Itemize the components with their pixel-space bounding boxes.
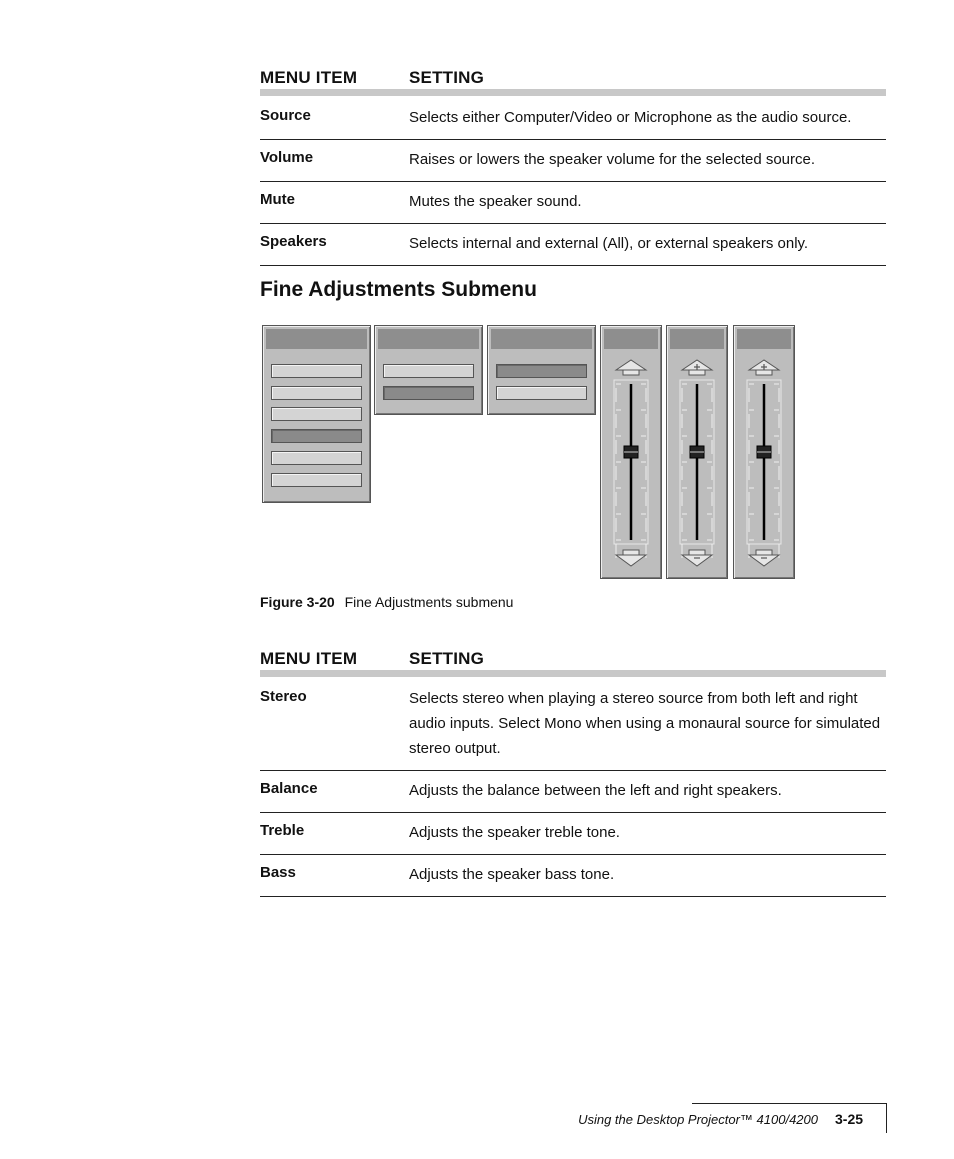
figure-caption: [260, 594, 513, 610]
menu-option-c[interactable]: [496, 364, 587, 378]
table-row: [260, 224, 886, 266]
increase-arrow-icon[interactable]: [682, 360, 712, 375]
submenu-panel-three: [487, 325, 596, 415]
row-desc: Selects internal and external (All), or external speakers only.: [409, 235, 809, 252]
row-desc: Selects either Computer/Video or Microphone as the audio source.: [409, 109, 852, 126]
section-title: Fine Adjustments Submenu: [260, 278, 537, 301]
menu-option-d[interactable]: [496, 386, 587, 400]
table-row: [260, 855, 886, 897]
decrease-arrow-icon[interactable]: [682, 550, 712, 566]
row-item: Speakers: [260, 233, 327, 250]
row-desc: Mutes the speaker sound.: [409, 193, 582, 210]
table-header: [260, 649, 886, 679]
header-setting: SETTING: [409, 649, 485, 668]
slider-thumb[interactable]: [690, 446, 704, 458]
table-row: [260, 140, 886, 182]
panel-title-bar: [378, 329, 479, 349]
footer-rule: [692, 1103, 887, 1104]
figure-caption-text: Fine Adjustments submenu: [344, 594, 514, 610]
row-desc: Adjusts the speaker treble tone.: [409, 824, 620, 841]
menu-option-six[interactable]: [271, 473, 362, 487]
increase-arrow-icon[interactable]: [749, 360, 779, 375]
table-audio-menu: [260, 68, 886, 266]
slider-panel-treble: [666, 325, 728, 579]
decrease-arrow-icon[interactable]: [749, 550, 779, 566]
table-row: [260, 182, 886, 224]
page-number: 3-25: [835, 1111, 864, 1127]
slider-thumb[interactable]: [757, 446, 771, 458]
slider-graphic: [667, 326, 727, 578]
menu-option-stereo[interactable]: [271, 364, 362, 378]
submenu-panel-two: [374, 325, 483, 415]
menu-option-a[interactable]: [383, 364, 474, 378]
down-arrow-icon[interactable]: [616, 550, 646, 566]
submenu-panel-main: [262, 325, 371, 503]
slider-graphic: [601, 326, 661, 578]
fine-adjustments-figure: [262, 325, 802, 585]
row-desc: Adjusts the speaker bass tone.: [409, 866, 615, 883]
slider-panel-bass: [733, 325, 795, 579]
panel-title-bar: [491, 329, 592, 349]
row-desc: Raises or lowers the speaker volume for the selected source.: [409, 151, 816, 168]
footer-title: Using the Desktop Projector™ 4100/4200: [578, 1112, 818, 1127]
row-desc: Adjusts the balance between the left and right speakers.: [409, 782, 782, 799]
row-item: Stereo: [260, 688, 307, 705]
menu-option-balance[interactable]: [271, 386, 362, 400]
table-fine-adjustments: [260, 649, 886, 897]
panel-title-bar: [266, 329, 367, 349]
table-row: [260, 813, 886, 855]
menu-option-bass[interactable]: [271, 429, 362, 443]
header-menu-item: MENU ITEM: [260, 649, 358, 668]
row-item: Balance: [260, 780, 318, 797]
row-desc: Selects stereo when playing a stereo source from both left and right audio inputs. Select Mono when using a monaural source for simulated stereo output.: [409, 690, 881, 757]
table-header: [260, 68, 886, 98]
slider-thumb[interactable]: [624, 446, 638, 458]
header-menu-item: MENU ITEM: [260, 68, 358, 87]
figure-label: Figure 3-20: [260, 594, 335, 610]
table-row: [260, 679, 886, 771]
footer-rule-vertical: [886, 1103, 887, 1133]
menu-option-treble[interactable]: [271, 407, 362, 421]
slider-panel-balance: [600, 325, 662, 579]
header-setting: SETTING: [409, 68, 485, 87]
table-row: [260, 771, 886, 813]
up-arrow-icon[interactable]: [616, 360, 646, 375]
menu-option-five[interactable]: [271, 451, 362, 465]
row-item: Bass: [260, 864, 296, 881]
table-row: [260, 98, 886, 140]
row-item: Source: [260, 107, 311, 124]
row-item: Mute: [260, 191, 295, 208]
header-bar: [260, 670, 886, 677]
row-item: Volume: [260, 149, 314, 166]
row-item: Treble: [260, 822, 305, 839]
header-bar: [260, 89, 886, 96]
menu-option-b[interactable]: [383, 386, 474, 400]
slider-graphic: [734, 326, 794, 578]
